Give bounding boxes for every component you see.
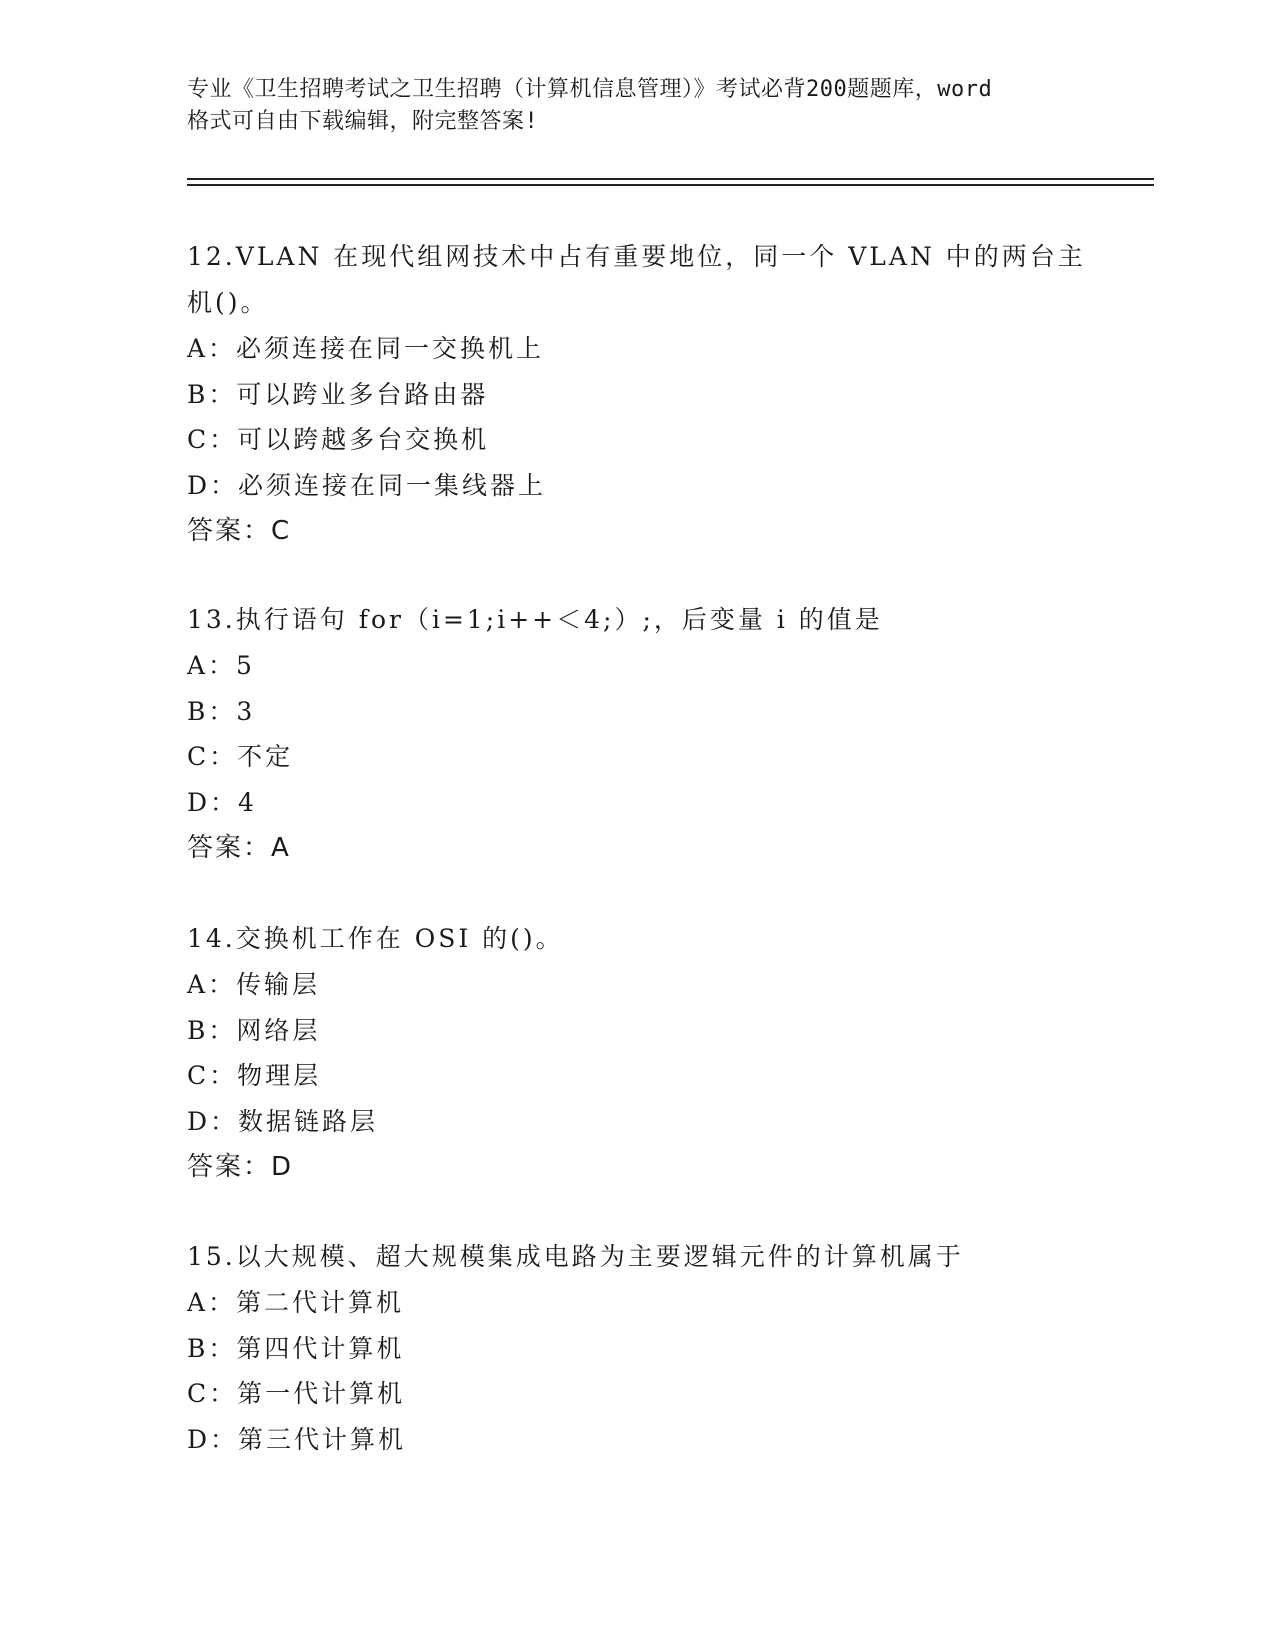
- question-13: [187, 597, 1087, 871]
- header-divider-bottom: [187, 184, 1154, 186]
- option-d: D：数据链路层: [187, 1106, 379, 1136]
- option-a: A：传输层: [187, 970, 321, 999]
- option-a: A：5: [187, 651, 255, 680]
- answer-label: 答案：C: [187, 516, 292, 546]
- header-line-1: 专业《卫生招聘考试之卫生招聘（计算机信息管理）》考试必背200题题库，word: [187, 77, 993, 102]
- document-header: [187, 74, 1087, 138]
- option-c: C：物理层: [187, 1061, 322, 1090]
- header-line-2: 格式可自由下载编辑，附完整答案!: [187, 109, 539, 134]
- option-b: B：第四代计算机: [187, 1333, 405, 1363]
- question-stem: 12.VLAN 在现代组网技术中占有重要地位，同一个 VLAN 中的两台主机()。: [187, 242, 1086, 317]
- option-c: C：可以跨越多台交换机: [187, 425, 490, 454]
- option-b: B：可以跨业多台路由器: [187, 379, 489, 409]
- header-divider-top: [187, 178, 1154, 180]
- option-c: C：不定: [187, 742, 294, 771]
- option-b: B：3: [187, 696, 256, 726]
- option-d: D：必须连接在同一集线器上: [187, 470, 547, 500]
- option-a: A：第二代计算机: [187, 1288, 405, 1317]
- question-stem: 14.交换机工作在 OSI 的()。: [187, 924, 564, 953]
- option-d: D：4: [187, 787, 257, 817]
- question-14: [187, 916, 1087, 1190]
- option-b: B：网络层: [187, 1015, 321, 1045]
- answer-label: 答案：D: [187, 1152, 294, 1182]
- question-stem: 15.以大规模、超大规模集成电路为主要逻辑元件的计算机属于: [187, 1242, 964, 1271]
- option-c: C：第一代计算机: [187, 1379, 406, 1408]
- option-a: A：必须连接在同一交换机上: [187, 334, 545, 363]
- question-stem: 13.执行语句 for（i=1;i++＜4;）;，后变量 i 的值是: [187, 605, 883, 634]
- question-12: [187, 234, 1087, 554]
- question-15: [187, 1234, 1087, 1462]
- answer-label: 答案：A: [187, 833, 291, 863]
- option-d: D：第三代计算机: [187, 1424, 407, 1454]
